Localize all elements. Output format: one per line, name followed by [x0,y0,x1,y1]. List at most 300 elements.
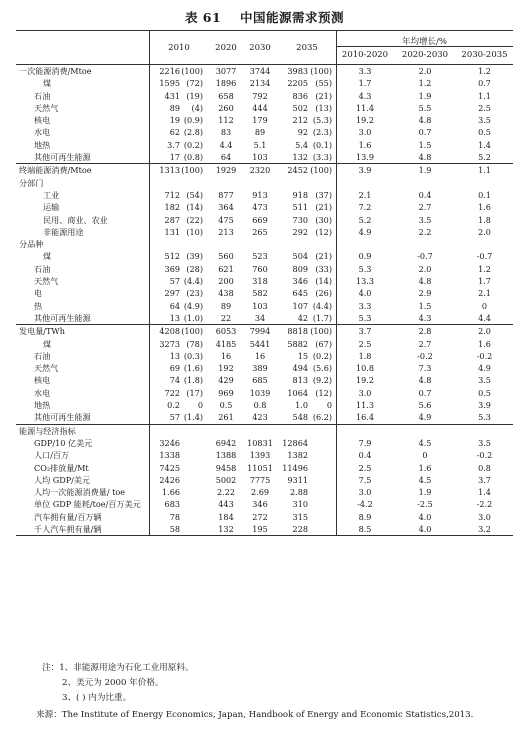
value-2020-cell: 443 [218,499,234,510]
growth-2030-2035-cell: 4.9 [478,363,491,374]
table-row [16,374,513,386]
growth-2030-2035-cell: -0.2 [476,350,493,361]
value-2030-cell: 318 [252,276,268,287]
growth-2030-2035-cell: 2.1 [478,288,491,299]
row-label: 人均 GDP/美元 [34,474,91,485]
growth-2020-2030-cell: 4.8 [418,152,432,163]
growth-2030-2035-cell: 3.5 [478,115,491,126]
value-2020-cell: 4.4 [219,139,233,150]
row-label: 核电 [34,115,51,126]
value-2020-cell: 1388 [215,450,237,461]
table-row [16,77,513,89]
value-2035-cell: 502 [292,102,308,113]
row-label: 天然气 [34,102,59,113]
row-label: 人均一次能源消费量/ toe [34,487,126,498]
value-2035-cell: 5.4 [295,139,308,150]
growth-2020-2030-cell: 0.7 [418,127,432,138]
value-2010-cell: 712 [164,189,180,200]
table-source: 来源：The Institute of Energy Economics, Japan, Handbook of Energy and Economic Statistics,2013. [36,710,474,720]
growth-2010-2020-cell: 7.2 [358,202,372,213]
value-2035-cell: 2452 [287,165,308,176]
share-2010-cell: (0.9) [183,115,203,126]
share-2010-cell: (0.3) [183,350,203,361]
value-2030-cell: 685 [252,375,268,386]
growth-2020-2030-cell: 2.0 [418,66,432,76]
value-2010-cell: 69 [169,363,180,374]
growth-2030-2035-cell: 3.5 [478,375,491,386]
value-2030-cell: 760 [252,263,268,274]
value-2030-cell: 2320 [249,165,271,176]
value-2035-cell: 1064 [287,387,308,398]
share-2035-cell: (14) [315,276,332,287]
value-2020-cell: 6942 [215,437,237,448]
share-2035-cell: (5.6) [312,363,332,374]
value-2010-cell: 78 [169,511,180,522]
table-row [16,449,513,461]
share-2035-cell: (21) [315,251,332,262]
row-label: 一次能源消费/Mtoe [19,66,92,76]
growth-2020-2030-cell: 1.9 [418,487,432,498]
row-label: 人口/百万 [34,450,70,461]
growth-2030-2035-cell: -0.7 [476,251,493,262]
share-2010-cell: (4.4) [183,276,203,287]
value-2010-cell: 1595 [159,78,180,89]
value-2030-cell: 1393 [249,450,271,461]
share-2010-cell: (100) [181,326,203,337]
table-row [16,350,513,362]
share-2010-cell: (1.4) [183,412,203,423]
value-2030-cell: 1039 [249,387,271,398]
growth-2010-2020-cell: 2.5 [358,338,372,349]
growth-2010-2020-cell: 3.3 [358,300,372,311]
growth-2030-2035-cell: 0.5 [478,127,491,138]
value-2035-cell: 645 [292,288,308,299]
row-label: GDP/10 亿美元 [34,437,93,448]
share-2035-cell: (0.2) [312,350,332,361]
row-label: 电 [34,288,43,299]
table-row [16,201,513,213]
value-2010-cell: 722 [164,387,180,398]
growth-2020-2030-cell: 4.8 [418,276,432,287]
value-2020-cell: 112 [218,115,234,126]
table-row [16,312,513,324]
share-2035-cell: (4.4) [312,300,332,311]
growth-2030-2035-cell: 1.1 [478,165,491,176]
note-3: 3、( ) 内为比重。 [62,693,132,703]
value-2020-cell: 1929 [215,165,237,176]
table-row [16,437,513,449]
value-2035-cell: 132 [292,152,308,163]
share-2035-cell: (37) [315,189,332,200]
value-2020-cell: 260 [218,102,234,113]
value-2010-cell: 13 [169,350,180,361]
value-2030-cell: 89 [254,127,266,138]
share-2010-cell: (1.0) [183,312,203,323]
share-2035-cell: (12) [315,226,332,237]
note-2: 2、美元为 2000 年价格。 [62,678,164,688]
value-2035-cell: 310 [292,499,308,510]
growth-2010-2020-cell: 3.0 [358,487,372,498]
table-row [16,338,513,350]
value-2010-cell: 369 [164,263,180,274]
value-2030-cell: 346 [252,499,268,510]
row-label: 天然气 [34,276,59,287]
row-label: 地热 [34,400,51,411]
growth-2010-2020-cell: 4.3 [358,90,372,101]
share-2010-cell: (78) [186,338,203,349]
share-2010-cell: (19) [186,90,203,101]
header-divider [149,31,150,64]
growth-2010-2020-cell: 1.6 [358,139,372,150]
share-2035-cell: (13) [315,102,332,113]
row-label: 分品种 [19,239,44,250]
growth-2030-2035-cell: 0.5 [478,387,491,398]
value-2035-cell: 1.0 [295,400,308,411]
growth-2020-2030-cell: 5.6 [418,400,432,411]
growth-2030-2035-cell: 1.4 [478,139,491,150]
growth-2010-2020-cell: 11.4 [355,102,375,113]
row-label: 发电量/TWh [19,326,65,337]
share-2010-cell: (4) [191,102,203,113]
growth-2010-2020-cell: 0.4 [358,450,372,461]
growth-2020-2030-cell: -0.2 [417,350,433,361]
growth-2020-2030-cell: 2.8 [418,326,432,337]
growth-2020-2030-cell: 2.7 [418,202,432,213]
row-label: 运输 [43,202,60,213]
value-2010-cell: 7425 [159,462,180,473]
share-2035-cell: (6.2) [312,412,332,423]
growth-2020-2030-cell: 1.9 [418,90,432,101]
value-2010-cell: 2426 [159,474,180,485]
value-2020-cell: 3077 [215,66,237,76]
value-2020-cell: 658 [218,90,234,101]
value-2035-cell: 8818 [287,326,308,337]
table-row [16,250,513,262]
value-2030-cell: 272 [252,511,268,522]
note-1: 注：1、非能源用途为石化工业用原料。 [42,663,194,673]
share-2010-cell: (10) [186,226,203,237]
value-2030-cell: 423 [252,412,268,423]
value-2020-cell: 89 [220,300,232,311]
table-row [16,163,513,176]
table-row [16,177,513,189]
value-2030-cell: 473 [252,202,268,213]
value-2035-cell: 2205 [287,78,308,89]
table-row [16,139,513,151]
year-header-2030: 2030 [249,43,271,53]
share-2010-cell: (4.9) [183,300,203,311]
row-label: 煤 [43,338,52,349]
row-label: CO₂排放量/Mt [34,462,89,473]
value-2010-cell: 1338 [159,450,180,461]
share-2035-cell: (12) [315,387,332,398]
share-2010-cell: (28) [186,263,203,274]
table-number: 表 61 [184,10,222,25]
share-2010-cell: (72) [186,78,203,89]
growth-2030-2035-cell: 3.9 [478,400,491,411]
value-2020-cell: 5002 [215,474,237,485]
value-2035-cell: 504 [292,251,308,262]
share-2010-cell: (1.6) [183,363,203,374]
growth-2030-2035-cell: 1.6 [478,338,491,349]
row-label: 水电 [34,127,51,138]
row-label: 其他可再生能源 [34,412,91,423]
value-2035-cell: 2.88 [289,487,308,498]
share-2010-cell: (100) [181,66,203,76]
value-2035-cell: 107 [292,300,308,311]
table-row [16,300,513,312]
growth-2010-2020-cell: 7.5 [358,474,372,485]
value-2010-cell: 3273 [159,338,180,349]
value-2010-cell: 58 [169,523,180,534]
growth-2030-2035-cell: 1.4 [478,487,491,498]
row-label: 单位 GDP 能耗/toe/百万美元 [34,499,141,510]
value-2035-cell: 42 [297,312,308,323]
growth-2020-2030-cell: 4.0 [418,523,432,534]
table-row [16,263,513,275]
share-2010-cell: (23) [186,288,203,299]
table-row [16,462,513,474]
value-2010-cell: 512 [164,251,180,262]
growth-2010-2020-cell: 3.3 [358,66,372,76]
value-2020-cell: 22 [220,312,232,323]
growth-2030-2035-cell: 2.0 [478,226,491,237]
value-2010-cell: 19 [169,115,180,126]
growth-2010-2020-cell: 4.9 [358,226,372,237]
value-2035-cell: 836 [292,90,308,101]
value-2020-cell: 560 [218,251,234,262]
table-title [0,8,529,26]
share-2035-cell: (5.3) [312,115,332,126]
value-2035-cell: 92 [297,127,308,138]
growth-2020-2030-cell: 1.9 [418,165,432,176]
value-2035-cell: 228 [292,523,308,534]
table-row [16,511,513,523]
table-row [16,114,513,126]
value-2020-cell: 6053 [215,326,237,337]
table-row [16,399,513,411]
value-2030-cell: 669 [252,214,268,225]
growth-2010-2020-cell: 0.9 [358,251,372,262]
growth-2020-2030-cell: 4.8 [418,375,432,386]
growth-2020-2030-cell: 2.2 [418,226,432,237]
row-label: 非能源用途 [43,226,84,237]
value-2010-cell: 89 [169,102,180,113]
row-label: 水电 [34,387,51,398]
share-2010-cell: (22) [186,214,203,225]
value-2030-cell: 0.8 [253,400,267,411]
value-2020-cell: 0.5 [219,400,233,411]
share-2035-cell: (3.3) [312,152,332,163]
share-2010-cell: (100) [181,165,203,176]
growth-2010-2020-cell: 1.7 [358,78,372,89]
growth-header-rule [336,46,513,47]
table-row [16,474,513,486]
value-2020-cell: 192 [218,363,234,374]
share-2035-cell: (21) [315,90,332,101]
growth-2010-2020-cell: 19.2 [355,115,375,126]
value-2030-cell: 444 [252,102,268,113]
growth-2030-2035-cell: -0.2 [476,450,493,461]
row-label: 其他可再生能源 [34,312,91,323]
value-2020-cell: 9458 [215,462,237,473]
growth-2020-2030-cell: 1.6 [418,462,432,473]
value-2020-cell: 364 [218,202,234,213]
value-2020-cell: 1896 [215,78,237,89]
table-row [16,214,513,226]
value-2030-cell: 2.69 [250,487,270,498]
value-2030-cell: 10831 [247,437,273,448]
growth-2020-2030-cell: 7.3 [418,363,432,374]
value-2010-cell: 683 [164,499,180,510]
growth-2010-2020-cell: 8.9 [358,511,372,522]
value-2010-cell: 17 [169,152,180,163]
growth-2010-2020-cell: 3.9 [358,165,372,176]
share-2035-cell: (1.7) [312,312,332,323]
growth-2010-2020-cell: 16.4 [355,412,375,423]
year-header-2020: 2020 [215,43,237,53]
value-2020-cell: 261 [218,412,234,423]
growth-2010-2020-cell: 4.0 [358,288,372,299]
value-2035-cell: 730 [292,214,308,225]
period-header-2020-2030: 2020-2030 [401,50,449,60]
growth-2010-2020-cell: 5.3 [358,312,372,323]
growth-2030-2035-cell: 0.7 [478,78,491,89]
growth-2020-2030-cell: -2.5 [417,499,433,510]
growth-2020-2030-cell: 2.7 [418,338,432,349]
value-2020-cell: 877 [218,189,234,200]
value-2035-cell: 813 [292,375,308,386]
share-2035-cell: (0.1) [312,139,332,150]
value-2030-cell: 582 [252,288,268,299]
growth-2030-2035-cell: 1.7 [478,276,491,287]
value-2030-cell: 265 [252,226,268,237]
growth-2020-2030-cell: -0.7 [417,251,433,262]
share-2010-cell: (39) [186,251,203,262]
table-row [16,189,513,201]
value-2020-cell: 969 [218,387,234,398]
value-2035-cell: 5882 [287,338,308,349]
growth-2010-2020-cell: 10.8 [355,363,375,374]
year-header-2010: 2010 [168,43,190,53]
share-2035-cell: 0 [326,400,332,411]
table-row [16,226,513,238]
value-2020-cell: 16 [220,350,232,361]
value-2010-cell: 131 [164,226,180,237]
value-2035-cell: 11496 [282,462,308,473]
table-row [16,102,513,114]
value-2030-cell: 103 [252,300,268,311]
row-label: 石油 [34,350,51,361]
value-2035-cell: 511 [292,202,308,213]
value-2020-cell: 200 [218,276,234,287]
value-2020-cell: 621 [218,263,234,274]
value-2010-cell: 4208 [159,326,180,337]
value-2030-cell: 389 [252,363,268,374]
row-label: 煤 [43,251,52,262]
growth-2020-2030-cell: 2.9 [418,288,432,299]
growth-2020-2030-cell: 4.5 [418,437,432,448]
growth-2020-2030-cell: 0.4 [418,189,432,200]
growth-2010-2020-cell: 1.8 [358,350,372,361]
row-label: 热 [34,300,43,311]
growth-2020-2030-cell: 4.3 [418,312,432,323]
value-2035-cell: 346 [292,276,308,287]
value-2030-cell: 195 [252,523,268,534]
table-row [16,275,513,287]
share-2035-cell: (30) [315,214,332,225]
value-2030-cell: 3744 [249,66,271,76]
share-2035-cell: (55) [315,78,332,89]
growth-2020-2030-cell: 0.7 [418,387,432,398]
table-body [16,65,513,535]
value-2035-cell: 1382 [287,450,308,461]
value-2035-cell: 12864 [282,437,308,448]
growth-2030-2035-cell: 0.8 [478,462,491,473]
table-row [16,238,513,250]
growth-2030-2035-cell: 2.5 [478,102,491,113]
growth-2030-2035-cell: 4.4 [478,312,491,323]
growth-2030-2035-cell: 3.2 [478,523,491,534]
value-2010-cell: 62 [169,127,180,138]
value-2030-cell: 11051 [247,462,273,473]
growth-header: 年均增长/% [402,37,447,47]
value-2010-cell: 2216 [159,66,180,76]
table-row [16,287,513,299]
growth-2010-2020-cell: -4.2 [357,499,373,510]
year-header-2035: 2035 [296,43,318,53]
value-2035-cell: 315 [292,511,308,522]
table-row [16,126,513,138]
value-2010-cell: 3.7 [167,139,180,150]
growth-2020-2030-cell: 4.8 [418,115,432,126]
row-label: 分部门 [19,177,44,188]
value-2030-cell: 913 [252,189,268,200]
growth-2010-2020-cell: 5.2 [358,214,372,225]
energy-demand-table [16,30,513,536]
growth-2030-2035-cell: 2.0 [478,326,491,337]
value-2030-cell: 2134 [249,78,271,89]
period-header-2010-2020: 2010-2020 [341,50,389,60]
table-row [16,151,513,163]
growth-2020-2030-cell: 5.5 [418,102,432,113]
value-2035-cell: 15 [297,350,308,361]
value-2030-cell: 7775 [249,474,271,485]
growth-2030-2035-cell: 0.1 [478,189,491,200]
value-2020-cell: 2.22 [216,487,236,498]
table-row [16,324,513,337]
growth-2030-2035-cell: 0 [481,300,488,311]
growth-2030-2035-cell: 5.3 [478,412,491,423]
value-2020-cell: 4185 [215,338,237,349]
share-2010-cell: (0.8) [183,152,203,163]
growth-2030-2035-cell: 1.8 [478,214,491,225]
value-2035-cell: 809 [292,263,308,274]
table-row [16,486,513,498]
table-row [16,65,513,77]
value-2035-cell: 212 [292,115,308,126]
row-label: 民用、商业、农业 [43,214,108,225]
value-2030-cell: 5441 [249,338,271,349]
value-2030-cell: 34 [254,312,266,323]
value-2010-cell: 431 [164,90,180,101]
growth-2030-2035-cell: 3.5 [478,437,491,448]
value-2035-cell: 494 [292,363,308,374]
share-2035-cell: (2.3) [312,127,332,138]
growth-2010-2020-cell: 13.9 [355,152,375,163]
growth-2010-2020-cell: 3.0 [358,387,372,398]
row-label: 终端能源消费/Mtoe [19,165,92,176]
